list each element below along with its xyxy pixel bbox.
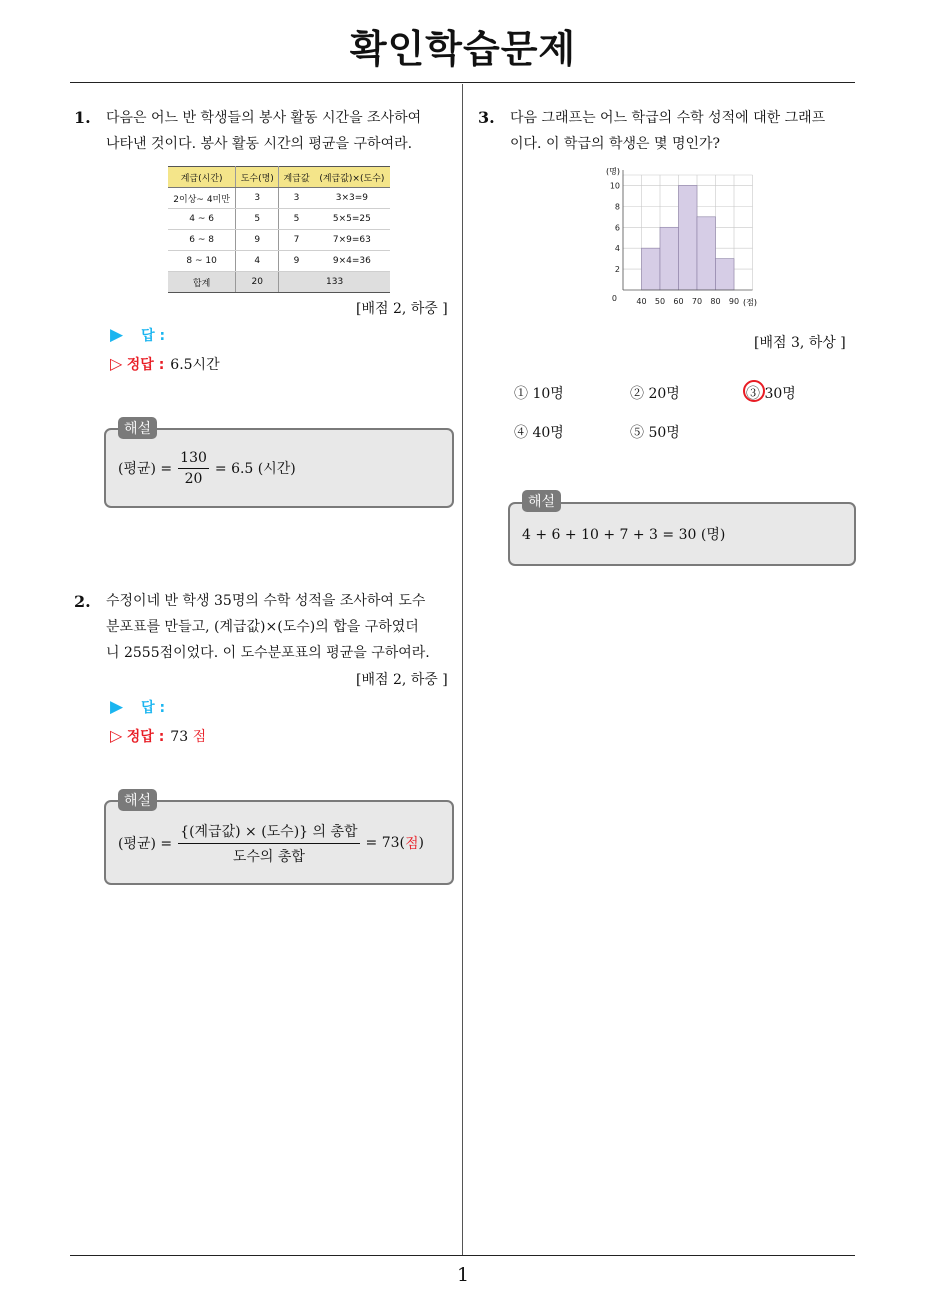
option-2[interactable]: ② 20명 (630, 386, 680, 402)
table-header-cell: 도수(명) (236, 167, 279, 188)
formula-rhs-pre: = 73( (365, 835, 406, 851)
q2-explanation-tag: 해설 (118, 789, 157, 811)
y-tick-label: 8 (614, 202, 620, 212)
table-row (168, 251, 390, 272)
y-tick-label: 6 (614, 223, 620, 233)
outline-triangle-icon: ▷ (110, 354, 123, 373)
q1-score: [배점 2, 하중 ] (356, 301, 448, 317)
table-header-cell: 계급값 (279, 167, 314, 188)
q1-answer (110, 325, 165, 345)
q2-answer (110, 697, 165, 717)
x-axis-label: (점) (743, 298, 757, 307)
play-triangle-icon: ▶ (110, 697, 124, 717)
q2-text (106, 588, 456, 666)
y-axis-label: (명) (606, 167, 620, 176)
x-tick-label: 80 (710, 297, 721, 306)
table-cell: 7×9=63 (314, 230, 390, 251)
option-3-number: ③ (746, 386, 760, 402)
page-title: 확인학습문제 (349, 27, 577, 71)
histogram-bar (716, 259, 735, 290)
solution-value: 6.5시간 (170, 357, 220, 373)
table-cell: 5 (279, 209, 314, 230)
answer-label: 답 : (141, 700, 166, 716)
formula-fraction (178, 821, 359, 866)
page-number: 1 (456, 1264, 470, 1286)
q3-text-line: 다음 그래프는 어느 학급의 수학 성적에 대한 그래프 (510, 110, 826, 126)
q2-score: [배점 2, 하중 ] (356, 672, 448, 688)
chart-bars (642, 185, 735, 290)
solution-value: 73 (170, 729, 189, 745)
q1-explanation (118, 446, 296, 490)
q1-text-line: 나타낸 것이다. 봉사 활동 시간의 평균을 구하여라. (106, 136, 413, 152)
table-row (168, 188, 390, 209)
q3-number: 3. (478, 108, 495, 127)
formula-lhs: (평균) = (118, 461, 173, 477)
q2-text-line: 니 2555점이었다. 이 도수분포표의 평균을 구하여라. (106, 645, 430, 661)
formula-lhs: (평균) = (118, 836, 173, 852)
table-cell: 133 (279, 272, 390, 293)
option-5[interactable]: ⑤ 50명 (630, 425, 680, 441)
q2-solution (110, 726, 206, 746)
fraction-denominator: 도수의 총합 (232, 848, 305, 865)
answer-label: 답 : (141, 328, 166, 344)
histogram-bar (642, 248, 661, 290)
formula-rhs-post: ) (418, 835, 425, 851)
fraction-numerator: 130 (178, 450, 209, 469)
q2-number: 2. (74, 592, 91, 611)
table-row (168, 230, 390, 251)
table-cell: 3 (279, 188, 314, 209)
q1-solution (110, 354, 220, 374)
q3-explanation: 4 + 6 + 10 + 7 + 3 = 30 (명) (522, 527, 726, 543)
y-tick-label: 0 (611, 294, 617, 303)
q1-text (106, 105, 456, 157)
table-cell: 3×3=9 (314, 188, 390, 209)
table-total-row (168, 272, 390, 293)
table-header-row (168, 167, 390, 188)
q2-text-line: 수정이네 반 학생 35명의 수학 성적을 조사하여 도수 (106, 593, 426, 609)
table-cell: 4 ~ 6 (168, 209, 236, 230)
histogram-bar (660, 227, 679, 290)
table-cell: 4 (236, 251, 279, 272)
table-cell: 9 (236, 230, 279, 251)
option-4[interactable]: ④ 40명 (514, 425, 564, 441)
q3-explanation-tag: 해설 (522, 490, 561, 512)
y-tick-label: 4 (614, 244, 620, 254)
table-cell: 7 (279, 230, 314, 251)
table-cell: 9×4=36 (314, 251, 390, 272)
x-tick-label: 60 (673, 297, 684, 306)
x-tick-label: 50 (654, 297, 666, 306)
solution-unit: 점 (192, 729, 207, 745)
q3-text-line: 이다. 이 학급의 학생은 몇 명인가? (510, 136, 721, 152)
bottom-rule (70, 1255, 855, 1256)
table-cell: 5 (236, 209, 279, 230)
q3-histogram (598, 160, 768, 310)
outline-triangle-icon: ▷ (110, 726, 123, 745)
x-tick-label: 40 (636, 297, 647, 306)
table-header-cell: (계급값)×(도수) (314, 167, 390, 188)
table-cell: 3 (236, 188, 279, 209)
option-3-label: 30명 (764, 386, 796, 402)
option-1[interactable]: ① 10명 (514, 386, 564, 402)
q2-text-line: 분포표를 만들고, (계급값)×(도수)의 합을 구하였더 (106, 619, 419, 635)
fraction-denominator: 20 (184, 470, 203, 487)
q1-frequency-table (168, 166, 390, 293)
x-tick-label: 90 (728, 297, 740, 306)
q1-number: 1. (74, 108, 91, 127)
table-cell: 6 ~ 8 (168, 230, 236, 251)
q3-score: [배점 3, 하상 ] (754, 335, 846, 351)
table-cell: 8 ~ 10 (168, 251, 236, 272)
y-tick-label: 2 (614, 265, 620, 275)
y-tick-label: 10 (609, 181, 620, 191)
column-divider (462, 84, 463, 1256)
play-triangle-icon: ▶ (110, 325, 124, 345)
table-header-cell: 계급(시간) (168, 167, 236, 188)
table-cell: 2이상~ 4미만 (168, 188, 236, 209)
table-cell: 합계 (168, 272, 236, 293)
q1-text-line: 다음은 어느 반 학생들의 봉사 활동 시간을 조사하여 (106, 110, 422, 126)
table-cell: 20 (236, 272, 279, 293)
selected-circle-mark (743, 380, 765, 402)
solution-label: 정답 : (126, 729, 165, 745)
histogram-bar (697, 217, 716, 290)
formula-fraction (178, 450, 209, 487)
formula-rhs: = 6.5 (시간) (214, 461, 296, 477)
table-cell: 9 (279, 251, 314, 272)
q3-text (510, 105, 858, 157)
fraction-numerator: {(계급값) × (도수)} 의 총합 (178, 821, 359, 844)
formula-rhs-unit: 점 (405, 836, 419, 852)
top-rule (70, 82, 855, 83)
solution-label: 정답 : (126, 357, 165, 373)
q1-explanation-tag: 해설 (118, 417, 157, 439)
histogram-bar (679, 185, 698, 290)
q2-explanation (118, 818, 424, 868)
table-cell: 5×5=25 (314, 209, 390, 230)
table-row (168, 209, 390, 230)
x-tick-label: 70 (691, 297, 703, 306)
